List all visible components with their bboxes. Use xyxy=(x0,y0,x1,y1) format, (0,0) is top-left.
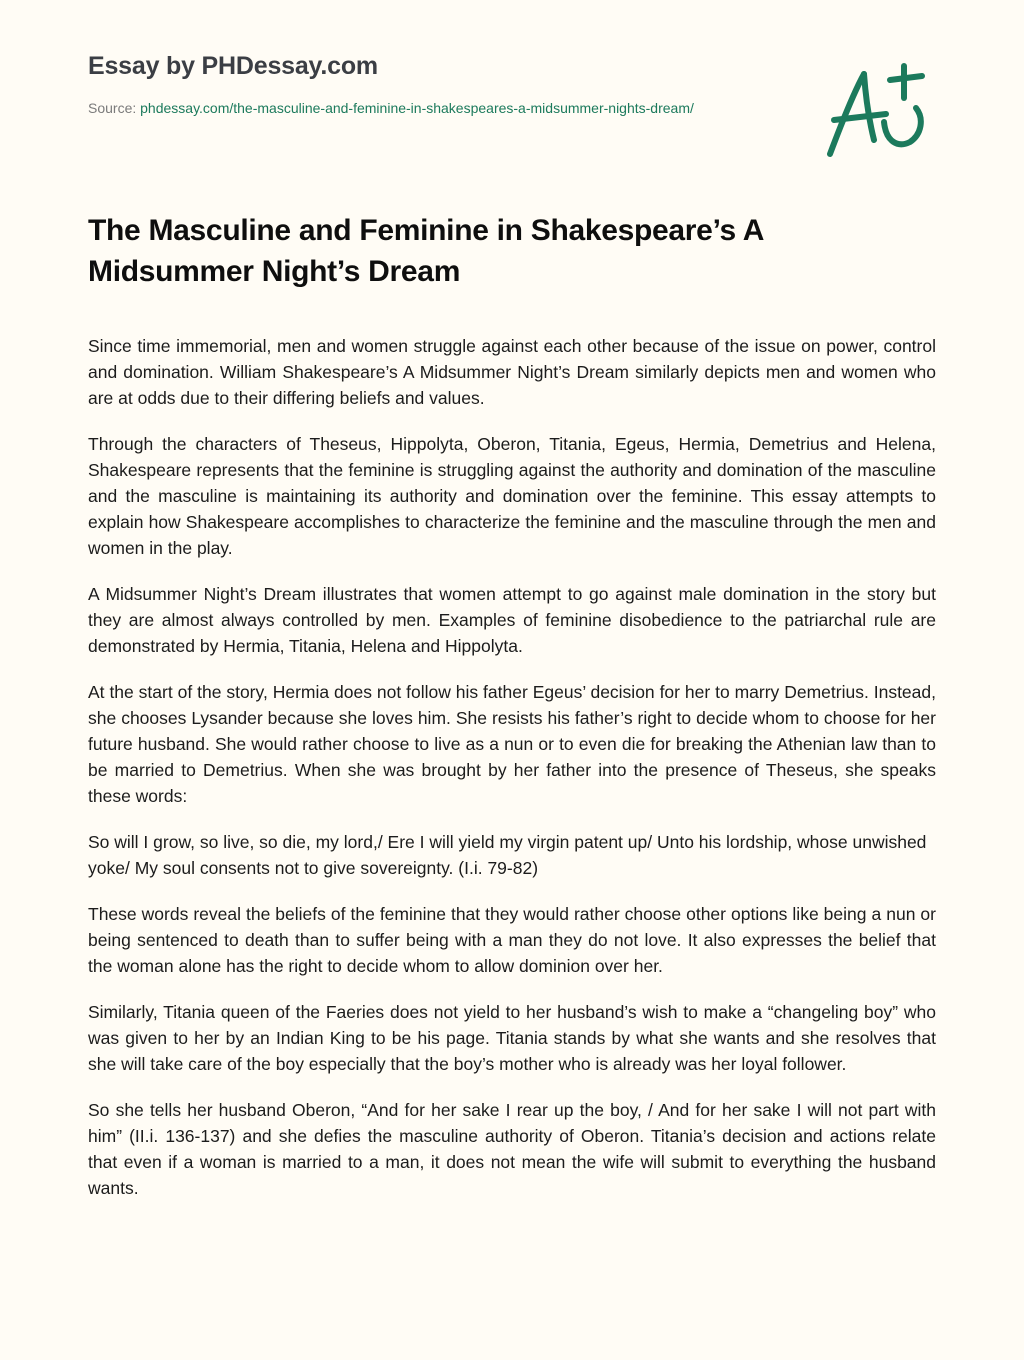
paragraph: So she tells her husband Oberon, “And for her sake I rear up the boy, / And for her sake I will not part with him” (II.i. 136-137) and she defies the masculine authority of Oberon. Titania’s decision and actions relate that even if a woman is married to a man, it does not mean the wife will submit to everything the husband wants. xyxy=(88,1100,936,1198)
paragraph: A Midsummer Night’s Dream illustrates that women attempt to go against male domination in the story but they are almost always controlled by men. Examples of feminine disobedience to the patriarchal rule are demonstrated by Hermia, Titania, Helena and Hippolyta. xyxy=(88,584,936,656)
essay-body xyxy=(88,333,936,1221)
brand-title: Essay by PHDessay.com xyxy=(88,52,378,80)
page-header xyxy=(88,50,808,119)
essay-title: The Masculine and Feminine in Shakespeare’s A Midsummer Night’s Dream xyxy=(88,214,764,288)
source-label: Source: xyxy=(88,100,141,116)
a-plus-grade-icon xyxy=(820,62,932,162)
source-link[interactable]: phdessay.com/the-masculine-and-feminine-in-shakespeares-a-midsummer-nights-dream/ xyxy=(140,100,694,116)
paragraph: Similarly, Titania queen of the Faeries does not yield to her husband’s wish to make a “changeling boy” who was given to her by an Indian King to be his page. Titania stands by what she wants and she resolves that she will take care of the boy especially that the boy’s mother who is already was her loyal follower. xyxy=(88,1002,936,1074)
paragraph: At the start of the story, Hermia does not follow his father Egeus’ decision for her to marry Demetrius. Instead, she chooses Lysander because she loves him. She resists his father’s right to decide whom to choose for her future husband. She would rather choose to live as a nun or to even die for breaking the Athenian law than to be married to Demetrius. When she was brought by her father into the presence of Theseus, she speaks these words: xyxy=(88,682,936,806)
paragraph: Through the characters of Theseus, Hippolyta, Oberon, Titania, Egeus, Hermia, Demetrius and Helena, Shakespeare represents that the feminine is struggling against the authority and domination of the masculine and the masculine is maintaining its authority and domination over the feminine. This essay attempts to explain how Shakespeare accomplishes to characterize the feminine and the masculine through the men and women in the play. xyxy=(88,434,936,558)
paragraph: Since time immemorial, men and women struggle against each other because of the issue on power, control and domination. William Shakespeare’s A Midsummer Night’s Dream similarly depicts men and women who are at odds due to their differing beliefs and values. xyxy=(88,336,936,408)
quote-paragraph: So will I grow, so live, so die, my lord,/ Ere I will yield my virgin patent up/ Unto his lordship, whose unwished yoke/ My soul consents not to give sovereignty. (I.i. 79-82) xyxy=(88,832,927,878)
source-line xyxy=(88,98,808,119)
paragraph: These words reveal the beliefs of the feminine that they would rather choose other options like being a nun or being sentenced to death than to suffer being with a man they do not love. It also expresses the belief that the woman alone has the right to decide whom to allow dominion over her. xyxy=(88,904,936,976)
